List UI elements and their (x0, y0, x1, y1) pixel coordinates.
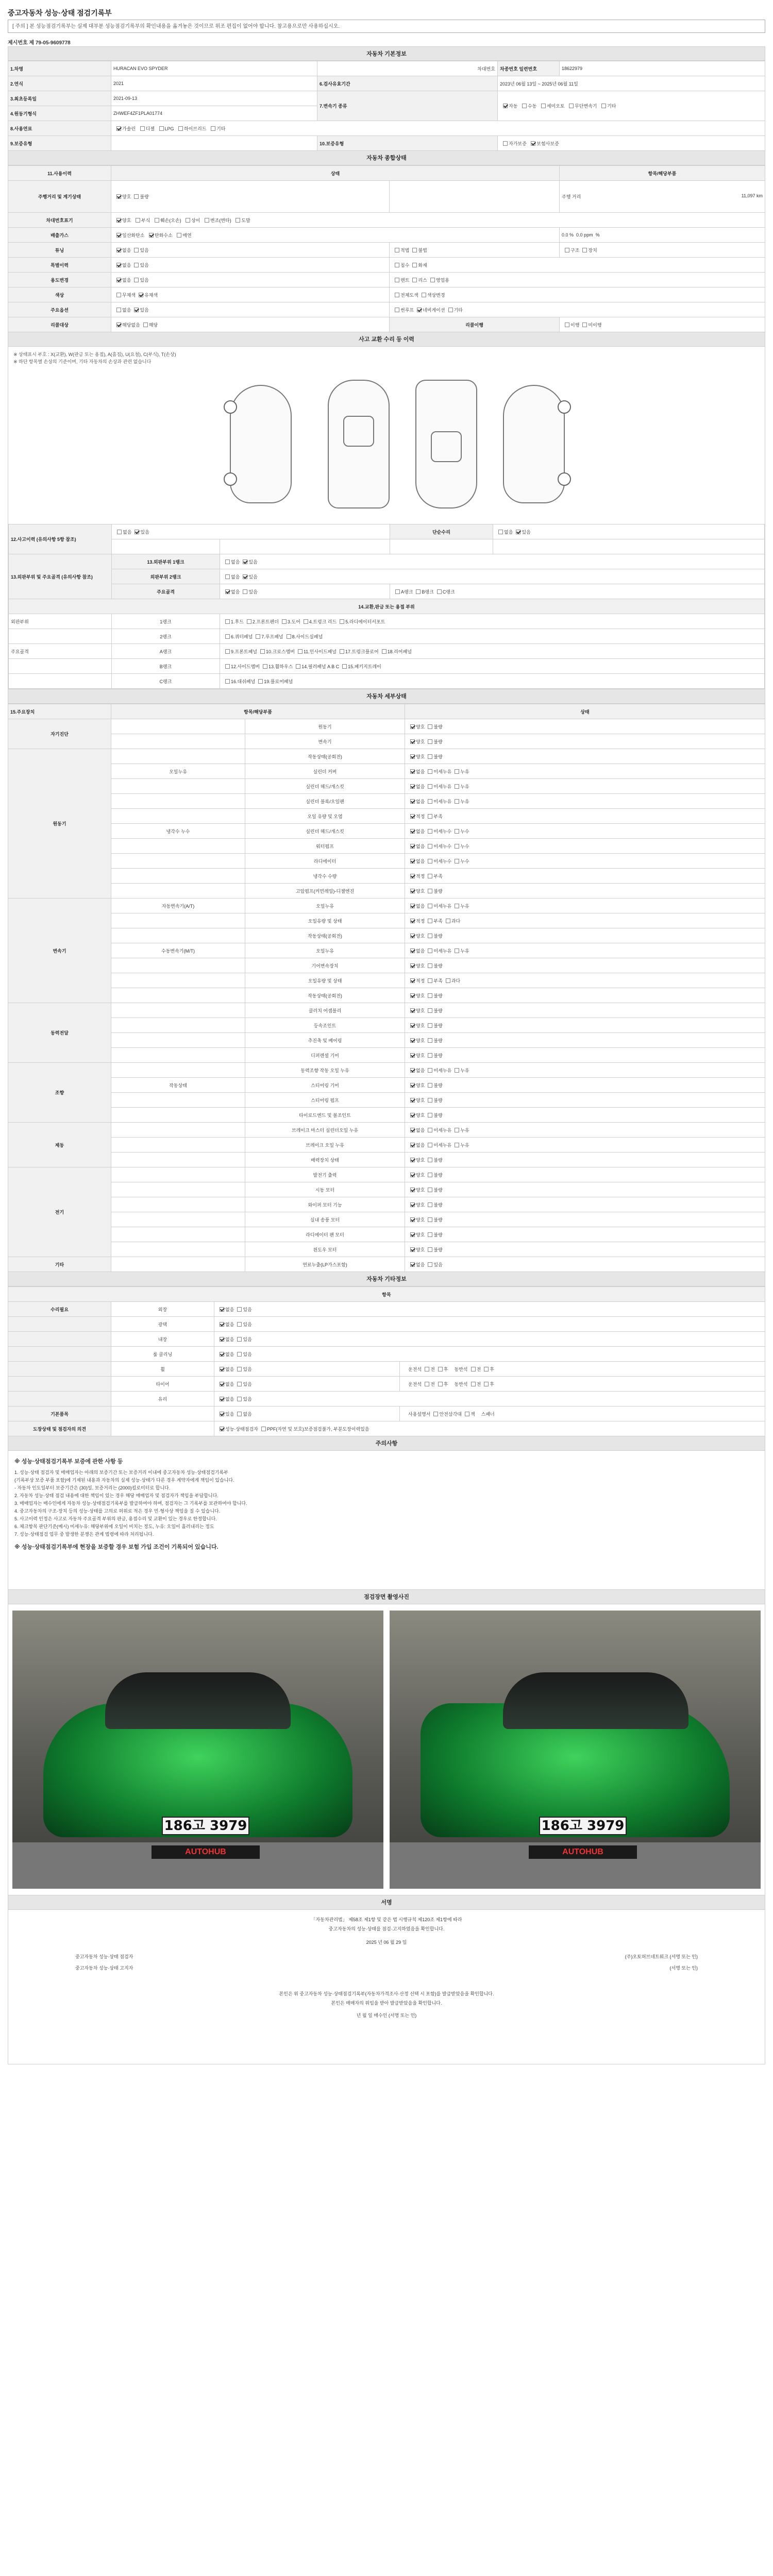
section-general: 자동차 종합상태 (8, 151, 765, 165)
checkbox[interactable] (410, 769, 415, 774)
checkbox[interactable] (410, 859, 415, 863)
photo-rear[interactable] (390, 1611, 761, 1889)
other-row: 광택 없음 있음 (8, 1317, 765, 1332)
checkbox[interactable] (428, 1038, 432, 1043)
checkbox[interactable] (410, 1247, 415, 1252)
label-fuel: 8.사용연료 (8, 121, 111, 136)
certificate-number: 제시번호 제 79-05-9609778 (8, 40, 71, 46)
other-row: 내장 없음 있음 (8, 1332, 765, 1347)
value-serial: 18622979 (560, 61, 765, 76)
checkbox[interactable] (410, 1217, 415, 1222)
checkbox[interactable] (410, 724, 415, 729)
caution-line: 3. 매매업자는 매수인에게 자동차 성능·상태점검기록부를 발급하여야 하며, 점검자는 그 기록부를 보관하여야 합니다. (14, 1501, 247, 1506)
checkbox[interactable] (410, 754, 415, 759)
checkbox[interactable] (428, 993, 432, 998)
checkbox[interactable] (410, 1113, 415, 1117)
label-warranty: 9.보증유형 (8, 136, 111, 151)
notice-box: [ 주의 ] 본 성능점검기록부는 실제 대부분 성능점검기록부의 확인내용을 옮겨놓은 것이므로 위조 편집이 없어야 합니다. 참고용으로만 사용하십시오. (8, 20, 765, 33)
general-table: 11.사용이력 상태 항목/해당부품 주행거리 및 계기상태 양호 불량 주행 거리 11,097 km 차대번호표기 양호 부식 훼손(오손) 상이 변조(변타) 도말 배출가스 일산화탄소 탄화수소 매연 0.0 % 0.0 ppm % 튜닝 없음 있음 적법 불법 구조 장치 특별이력 없음 있음 침수 화재 용도변경 없음 있음 렌트 리스 영업용 색상 무채색 유채색 전체도색 색상변경 주요옵션 없음 있음 썬루프 네비게이션 기타 리콜대상 해당없음 해당 리콜이행 이행 미이행 (8, 165, 765, 332)
buyer-signature[interactable]: 년 월 일 매수인 (서명 또는 인) (356, 2013, 417, 2018)
checkbox[interactable] (455, 784, 459, 789)
label-engine: 4.원동기형식 (8, 106, 111, 121)
checkbox[interactable] (410, 934, 415, 938)
checkbox[interactable] (410, 829, 415, 834)
checkbox[interactable] (428, 1053, 432, 1058)
value-first-reg: 2021-09-13 (111, 91, 317, 106)
other-row: 휠 없음 있음 운전석 전 후 동반석 전 후 (8, 1362, 765, 1377)
detail-row: 시동 모터 양호 불량 (8, 1182, 765, 1197)
checkbox[interactable] (446, 919, 450, 923)
detail-row: 윈도우 모터 양호 불량 (8, 1242, 765, 1257)
checkbox[interactable] (410, 784, 415, 789)
checkbox[interactable] (410, 948, 415, 953)
detail-group-label: 전기 (8, 1167, 111, 1257)
detail-row: 냉각수 수량 적정 부족 (8, 869, 765, 884)
detail-row: 디퍼렌셜 기어 양호 불량 (8, 1048, 765, 1063)
checkbox[interactable] (428, 1158, 432, 1162)
label-model: 1.차명 (8, 61, 111, 76)
checkbox[interactable] (428, 948, 432, 953)
photo-front[interactable] (12, 1611, 383, 1889)
transmission-options: 자동 수동 세미오토 무단변속기 기타 (498, 91, 765, 121)
checkbox[interactable] (428, 934, 432, 938)
photo-panel (8, 1604, 765, 1895)
checkbox[interactable] (428, 1173, 432, 1177)
section-detail: 자동차 세부상태 (8, 689, 765, 704)
detail-row: 스티어링 펌프 양호 불량 (8, 1093, 765, 1108)
dealer-logo: AUTOHUB (529, 1845, 637, 1859)
checkbox[interactable] (410, 993, 415, 998)
detail-row: 작동상태(공회전) 양호 불량 (8, 928, 765, 943)
checkbox[interactable] (455, 829, 459, 834)
checkbox[interactable] (428, 844, 432, 849)
checkbox[interactable] (428, 799, 432, 804)
checkbox-auto[interactable] (503, 104, 508, 108)
label-year: 2.연식 (8, 76, 111, 91)
checkbox[interactable] (428, 1008, 432, 1013)
section-other: 자동차 기타정보 (8, 1272, 765, 1286)
warranty-options: 자가보증 보험사보증 (498, 136, 765, 151)
detail-row: 추진축 및 베어링 양호 불량 (8, 1033, 765, 1048)
other-row: 도장상태 및 점검자의 의견 성능·상태점검자 PPF(자연 및 보호)보증점검불가, 부분도장이력있음 (8, 1421, 765, 1436)
checkbox-cvt[interactable] (569, 104, 574, 108)
section-basic: 자동차 기본정보 (8, 46, 765, 61)
detail-table: 15.주요장치 항목/해당부품 상태 자기진단 원동기 양호 불량 변속기 양호 불량 원동기 작동상태(공회전) 양호 불량 오일누유 실린더 커버 없음 미세누유 누유 실린더 헤드/개스킷 없음 미세누유 누유 실린더 블록/오일팬 없음 미세누유 누유 오일 유량 및 오염 적정 부족 냉각수 누수 실린더 헤드/개스킷 없음 미세누수 누수 워터펌프 없음 미세누수 누수 라디에이터 없음 미세누수 누수 냉각수 수량 적정 부족 고압펌프(커먼레일)-디젤엔진 양호 불량 변속기 자동변속기(A/T) 오일누유 없음 미세누유 누유 오일유량 및 상태 적정 부족 과다 작동상태(공회전) 양호 불량 수동변속기(M/T) 오일누유 없음 미세누유 누유 기어변속장치 양호 불량 오일유량 및 상태 적정 부족 과다 작동상태(공회전) 양호 불량 동력전달 클러치 어셈블리 양호 불량 등속조인트 양호 불량 추진축 및 베어링 양호 불량 디퍼렌셜 기어 양호 불량 조향 동력조향 작동 오일 누유 없음 미세누유 누유 작동상태 스티어링 기어 양호 불량 스티어링 펌프 양호 불량 타이로드엔드 및 볼조인트 양호 불량 제동 브레이크 마스터 실린더오일 누유 없음 미세누유 누유 브레이크 오일 누유 없음 미세누유 누유 배력장치 상태 양호 불량 전기 발전기 출력 양호 불량 시동 모터 양호 불량 와이퍼 모터 기능 양호 불량 실내 송풍 모터 양호 불량 라디에이터 팬 모터 양호 불량 윈도우 모터 양호 불량 기타 연료누출(LP가스포함) 없음 있음 (8, 704, 765, 1272)
detail-row: 전기 발전기 출력 양호 불량 (8, 1167, 765, 1182)
checkbox[interactable] (428, 1143, 432, 1147)
caution-line: 6. 체크항목 판단기준(예시) 미세누유: 해당부위에 오일이 비치는 정도, 누유: 오일이 흘러내리는 정도 (14, 1524, 214, 1529)
detail-row: 실내 송풍 모터 양호 불량 (8, 1212, 765, 1227)
detail-group-label: 변속기 (8, 899, 111, 1003)
signature-date: 2025 년 06 월 29 일 (366, 1940, 407, 1945)
checkbox[interactable] (428, 1188, 432, 1192)
checkbox[interactable] (410, 874, 415, 878)
caution-line: 2. 자동차 성능·상태 점검 내용에 대한 책임이 있는 경우 해당 매매업자 및 점검자가 책임을 부담합니다. (14, 1493, 219, 1498)
legend-note: ※ 하단 항목별 손상의 기준이며, 기타 자동차의 손상과 관련 없습니다 (13, 359, 152, 364)
checkbox[interactable] (455, 799, 459, 804)
checkbox[interactable] (410, 1008, 415, 1013)
checkbox[interactable] (428, 754, 432, 759)
license-plate: 186고 3979 (539, 1817, 627, 1835)
checkbox[interactable] (410, 963, 415, 968)
checkbox[interactable] (428, 1247, 432, 1252)
checkbox[interactable] (410, 1188, 415, 1192)
checkbox[interactable] (410, 1232, 415, 1237)
detail-group-label: 제동 (8, 1123, 111, 1167)
checkbox[interactable] (455, 1128, 459, 1132)
detail-row: 원동기 작동상태(공회전) 양호 불량 (8, 749, 765, 764)
detail-row: 오일누유 실린더 커버 없음 미세누유 누유 (8, 764, 765, 779)
checkbox[interactable] (410, 1023, 415, 1028)
checkbox[interactable] (428, 739, 432, 744)
value-model: HURACAN EVO SPYDER (111, 61, 317, 76)
checkbox[interactable] (410, 1128, 415, 1132)
exchange-parts-title: 14.교환,판금 또는 용접 부위 (9, 599, 765, 614)
car-damage-diagram (8, 369, 765, 524)
caution-line: (기록부상 보증 부품 포함)에 기재된 내용과 자동차의 실제 성능·상태가 다른 경우 계약자에게 책임이 있습니다. (14, 1478, 234, 1483)
section-signature: 서명 (8, 1895, 765, 1910)
checkbox[interactable] (428, 874, 432, 878)
other-row: 타이어 없음 있음 운전석 전 후 동반석 전 후 (8, 1377, 765, 1392)
checkbox[interactable] (455, 948, 459, 953)
detail-row: 등속조인트 양호 불량 (8, 1018, 765, 1033)
label-first-reg: 3.최초등록일 (8, 91, 111, 106)
other-row: 룸 클리닝 없음 있음 (8, 1347, 765, 1362)
basic-info-table: 1.차명 HURACAN EVO SPYDER 차대번호 차종번호 일련번호 18622979 2.연식 2021 6.검사유효기간 2023년 06월 13일 ~ 2025년 06월 11일 3.최초등록일 2021-09-13 7.변속기 종류 자동 수동 세미오토 무단변속기 기타 4.원동기형식 ZHWEF4ZF1PLA01774 8.사용연료 가솔린 디젤 LPG 하이브리드 기타 9.보증유형 10.보증유형 자가보증 보험사보증 (8, 61, 765, 151)
checkbox[interactable] (410, 1098, 415, 1103)
checkbox[interactable] (455, 1068, 459, 1073)
other-table: 항목 수리필요 외장 없음 있음 광택 없음 있음 내장 없음 있음 룸 클리닝 없음 있음 휠 없음 있음 운전석 전 후 동반석 전 후 타이어 없음 있음 운전석 전 후 동반석 전 후 유리 없음 있음 기본품목 있음 없음 사용설명서 안전삼각대 잭 스패너 도장상태 및 점검자의 의견 성능·상태점검자 PPF(자연 및 보호)보증점검불가, 부분도장이력있음 (8, 1286, 765, 1436)
checkbox[interactable] (428, 829, 432, 834)
checkbox[interactable] (428, 1232, 432, 1237)
detail-row: 냉각수 누수 실린더 헤드/개스킷 없음 미세누수 누수 (8, 824, 765, 839)
caution-line: 7. 성능·상태점검 업무 중 발생한 분쟁은 관계 법령에 따라 처리됩니다. (14, 1532, 154, 1537)
legend-symbols: ※ 상태표시 부호 : X(교환), W(판금 또는 용접), A(흠집), U(요철), C(부식), T(손상) (13, 352, 176, 357)
detail-row: 기어변속장치 양호 불량 (8, 958, 765, 973)
value-inspection-period: 2023년 06월 13일 ~ 2025년 06월 11일 (498, 76, 765, 91)
license-plate: 186고 3979 (162, 1817, 249, 1835)
detail-row: 라디에이터 팬 모터 양호 불량 (8, 1227, 765, 1242)
detail-group-label: 동력전달 (8, 1003, 111, 1063)
checkbox[interactable] (410, 799, 415, 804)
detail-row: 실린더 헤드/개스킷 없음 미세누유 누유 (8, 779, 765, 794)
caution-line: - 자동차 인도일부터 보증기간은 (30)일, 보증거리는 (2000)킬로미터로 합니다. (14, 1485, 171, 1490)
detail-row: 배력장치 상태 양호 불량 (8, 1153, 765, 1167)
detail-row: 변속기 자동변속기(A/T) 오일누유 없음 미세누유 누유 (8, 899, 765, 913)
checkbox[interactable] (428, 919, 432, 923)
detail-row: 제동 브레이크 마스터 실린더오일 누유 없음 미세누유 누유 (8, 1123, 765, 1138)
checkbox[interactable] (410, 919, 415, 923)
checkbox[interactable] (455, 769, 459, 774)
checkbox[interactable] (428, 1098, 432, 1103)
checkbox[interactable] (428, 1128, 432, 1132)
checkbox[interactable] (410, 978, 415, 983)
checkbox[interactable] (410, 1158, 415, 1162)
checkbox[interactable] (455, 904, 459, 908)
caution-notes: ※ 성능·상태점검기록부 보증에 관한 사항 등 1. 성능·상태 점검자 및 매매업자는 아래의 보증기간 또는 보증거리 이내에 중고자동차 성능·상태점검기록부 (기록부상 보증 부품 포함)에 기재된 내용과 자동차의 실제 성능·상태가 다른 경우 계약자에게 책임이 있습니다. - 자동차 인도일부터 보증기간은 (30)일, 보증거리는 (2000)킬로미터로 합니다. 2. 자동차 성능·상태 점검 내용에 대한 책임이 있는 경우 해당 매매업자 및 점검자가 책임을 부담합니다. 3. 매매업자는 매수인에게 자동차 성능·상태점검기록부를 발급하여야 하며, 점검자는 그 기록부를 보관하여야 합니다. 4. 중고자동차의 구조·장치 등의 성능·상태를 고의로 허위로 적은 경우 민·형사상 책임을 질 수 있습니다. 5. 사고이력 인정은 사고로 자동차 주요골격 부위의 판금, 용접수리 및 교환이 있는 경우로 한정합니다. 6. 체크항목 판단기준(예시) 미세누유: 해당부위에 오일이 비치는 정도, 누유: 오일이 흘러내리는 정도 7. 성능·상태점검 업무 중 발생한 분쟁은 관계 법령에 따라 처리됩니다. ※ 성능·상태점검기록부에 현장을 보증할 경우 보험 가입 조건이 기록되어 있습니다. (8, 1451, 765, 1590)
caution-line: 1. 성능·상태 점검자 및 매매업자는 아래의 보증기간 또는 보증거리 이내에 중고자동차 성능·상태점검기록부 (14, 1470, 228, 1475)
value-engine: ZHWEF4ZF1PLA01774 (111, 106, 317, 121)
accident-table: 12.사고이력 (유의사항 5항 참조) 없음 있음 단순수리 없음 있음 13.외판부위 및 주요골격 (유의사항 참조) 13.외판부위 1랭크 없음 있음 외판부위 2랭크 없음 있음 주요골격 없음 있음 A랭크 B랭크 C랭크 14.교환,판금 또는 용접 부위 외판부위 1랭크 1.후드 2.프론트펜더 3.도어 4.트렁크 리드 5.라디에이터서포트 2랭크 6.쿼터패널 7.루프패널 8.사이드실패널 주요골격 A랭크 9.프론트패널 10.크로스멤버 11.인사이드패널 17.트렁크플로어 18.리어패널 B랭크 12.사이드멤버 13.휠하우스 14.필러패널 A B C 15.패키지트레이 C랭크 16.대쉬패널 19.플로어패널 (8, 524, 765, 689)
checkbox[interactable] (428, 769, 432, 774)
checkbox[interactable] (428, 784, 432, 789)
checkbox[interactable] (428, 1113, 432, 1117)
checkbox[interactable] (410, 904, 415, 908)
detail-row: 브레이크 오일 누유 없음 미세누유 누유 (8, 1138, 765, 1153)
checkbox[interactable] (410, 814, 415, 819)
caution-line: 4. 중고자동차의 구조·장치 등의 성능·상태를 고의로 허위로 적은 경우 민·형사상 책임을 질 수 있습니다. (14, 1509, 221, 1514)
checkbox[interactable] (428, 1262, 432, 1267)
checkbox-manual[interactable] (522, 104, 527, 108)
label-vin: 차대번호 (317, 61, 498, 76)
document-title: 중고자동차 성능·상태 점검기록부 (8, 9, 112, 17)
section-photos: 점검장면 촬영사진 (8, 1590, 765, 1604)
checkbox-semi[interactable] (541, 104, 546, 108)
detail-row: 동력전달 클러치 어셈블리 양호 불량 (8, 1003, 765, 1018)
detail-row: 오일 유량 및 오염 적정 부족 (8, 809, 765, 824)
checkbox[interactable] (410, 739, 415, 744)
checkbox[interactable] (446, 978, 450, 983)
checkbox[interactable] (455, 844, 459, 849)
fuel-options: 가솔린 디젤 LPG 하이브리드 기타 (111, 121, 765, 136)
checkbox[interactable] (410, 1202, 415, 1207)
detail-group-label: 자기진단 (8, 719, 111, 749)
checkbox[interactable] (410, 1262, 415, 1267)
document (8, 6, 765, 2064)
detail-row: 작동상태 스티어링 기어 양호 불량 (8, 1078, 765, 1093)
value-year: 2021 (111, 76, 317, 91)
checkbox[interactable] (428, 1068, 432, 1073)
checkbox[interactable] (455, 859, 459, 863)
signature-panel: 「자동차관리법」 제58조 제1항 및 같은 법 시행규칙 제120조 제1항에 따라 중고자동차의 성능·상태를 점검·고지하였음을 확인합니다. 2025 년 06 월 29 일 중고자동차 성능·상태 점검자 (주)오토허브네트워크 (서명 또는 인) 중고자동차 성능·상태 고지자 (서명 또는 인) 본인은 위 중고자동차 성능·상태점검기록부(자동차가격조사·산정 선택 시 포함)를 발급받았음을 확인합니다. 본인은 매매자의 위임을 받아 발급받았음을 확인합니다. 년 월 일 매수인 (서명 또는 인) (8, 1910, 765, 2064)
checkbox[interactable] (428, 814, 432, 819)
detail-row: 타이로드엔드 및 볼조인트 양호 불량 (8, 1108, 765, 1123)
detail-group-label: 기타 (8, 1257, 111, 1272)
checkbox[interactable] (410, 1083, 415, 1088)
checkbox[interactable] (410, 889, 415, 893)
checkbox[interactable] (410, 1143, 415, 1147)
checkbox[interactable] (428, 889, 432, 893)
detail-row: 실린더 블록/오일팬 없음 미세누유 누유 (8, 794, 765, 809)
other-row: 유리 없음 있음 (8, 1392, 765, 1406)
checkbox[interactable] (428, 963, 432, 968)
detail-row: 와이퍼 모터 기능 양호 불량 (8, 1197, 765, 1212)
detail-row: 조향 동력조향 작동 오일 누유 없음 미세누유 누유 (8, 1063, 765, 1078)
checkbox[interactable] (428, 1083, 432, 1088)
dealer-logo: AUTOHUB (152, 1845, 260, 1859)
checkbox[interactable] (428, 1217, 432, 1222)
checkbox[interactable] (410, 844, 415, 849)
checkbox[interactable] (428, 724, 432, 729)
checkbox[interactable] (410, 1173, 415, 1177)
detail-row: 기타 연료누출(LP가스포함) 없음 있음 (8, 1257, 765, 1272)
car-left-side (230, 385, 292, 503)
checkbox[interactable] (410, 1053, 415, 1058)
section-accident: 사고 교환 수리 등 이력 (8, 332, 765, 347)
detail-row: 오일유량 및 상태 적정 부족 과다 (8, 913, 765, 928)
label-serial: 차종번호 일련번호 (498, 61, 560, 76)
checkbox-etc[interactable] (601, 104, 606, 108)
detail-group-label: 원동기 (8, 749, 111, 899)
checkbox[interactable] (428, 978, 432, 983)
detail-row: 라디에이터 없음 미세누수 누수 (8, 854, 765, 869)
checkbox[interactable] (428, 1023, 432, 1028)
checkbox[interactable] (455, 1143, 459, 1147)
detail-row: 오일유량 및 상태 적정 부족 과다 (8, 973, 765, 988)
detail-row: 작동상태(공회전) 양호 불량 (8, 988, 765, 1003)
checkbox[interactable] (410, 1068, 415, 1073)
section-caution: 주의사항 (8, 1436, 765, 1451)
other-row: 수리필요 외장 없음 있음 (8, 1302, 765, 1317)
checkbox[interactable] (428, 859, 432, 863)
label-inspection-period: 6.검사유효기간 (317, 76, 498, 91)
detail-row: 워터펌프 없음 미세누수 누수 (8, 839, 765, 854)
detail-row: 수동변속기(M/T) 오일누유 없음 미세누유 누유 (8, 943, 765, 958)
checkbox[interactable] (428, 904, 432, 908)
caution-line: 5. 사고이력 인정은 사고로 자동차 주요골격 부위의 판금, 용접수리 및 교환이 있는 경우로 한정합니다. (14, 1516, 217, 1521)
label-transmission: 7.변속기 종류 (317, 91, 498, 121)
other-row: 기본품목 있음 없음 사용설명서 안전삼각대 잭 스패너 (8, 1406, 765, 1421)
detail-row: 변속기 양호 불량 (8, 734, 765, 749)
checkbox[interactable] (410, 1038, 415, 1043)
checkbox[interactable] (428, 1202, 432, 1207)
detail-group-label: 조향 (8, 1063, 111, 1123)
detail-row: 고압펌프(커먼레일)-디젤엔진 양호 불량 (8, 884, 765, 899)
detail-row: 자기진단 원동기 양호 불량 (8, 719, 765, 734)
accident-panel (8, 347, 765, 689)
car-right-side (503, 385, 565, 503)
